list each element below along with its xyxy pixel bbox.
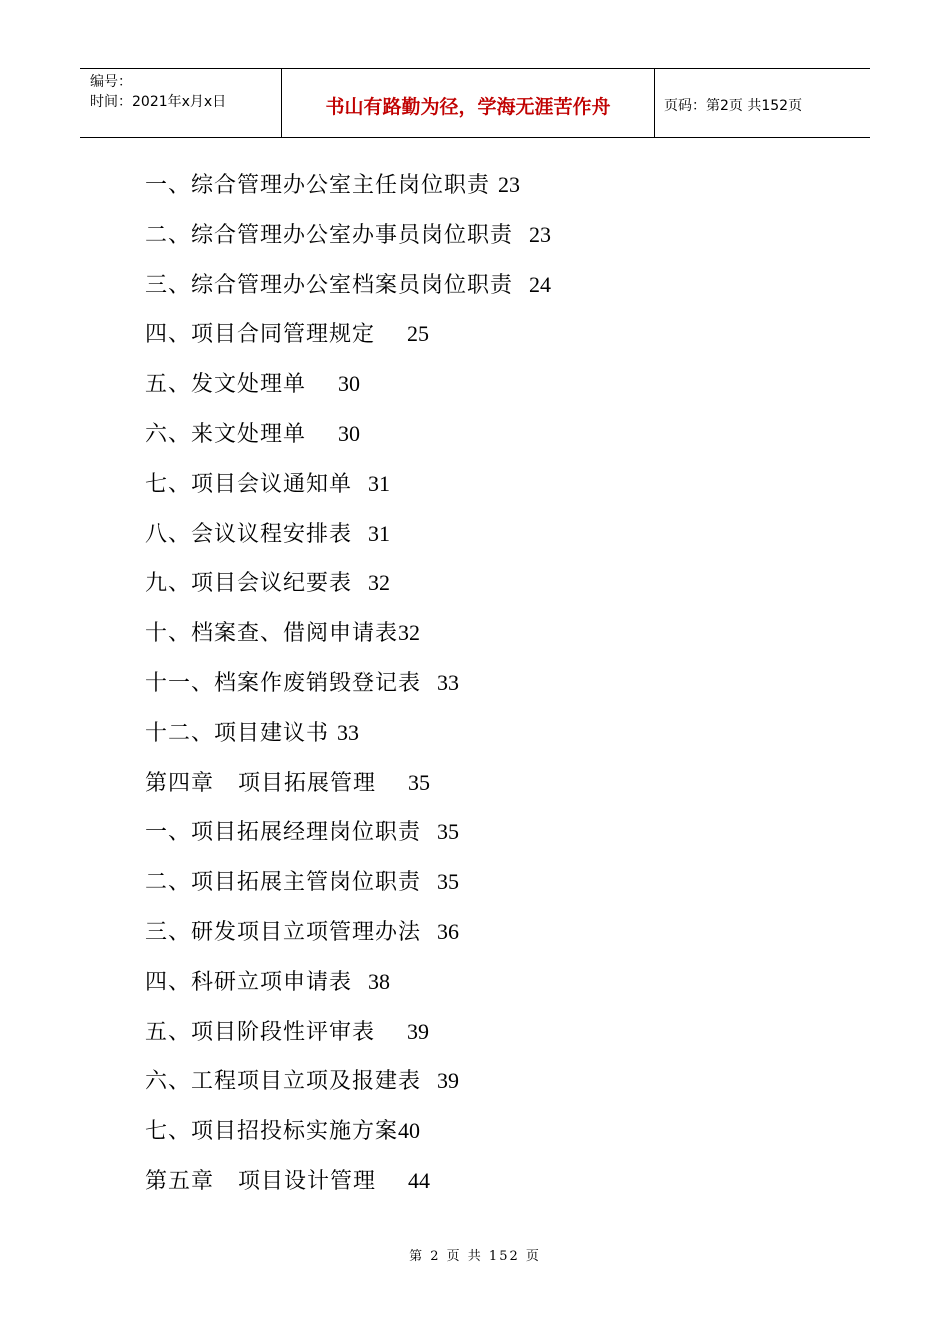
- toc-entry-title: 三、研发项目立项管理办法: [145, 919, 437, 945]
- table-of-contents: [145, 160, 551, 1206]
- toc-entry: [145, 1156, 551, 1206]
- toc-entry: [145, 558, 551, 608]
- header-page-info: 页码：第2页 共152页: [664, 98, 803, 114]
- toc-entry-page: 33: [337, 719, 359, 745]
- toc-entry-page: 23: [529, 221, 551, 247]
- toc-entry-page: 36: [437, 918, 459, 944]
- toc-entry-title: 七、项目招投标实施方案: [145, 1119, 399, 1145]
- toc-entry-title: 二、综合管理办公室办事员岗位职责: [145, 222, 529, 248]
- toc-entry-title: 十、档案查、借阅申请表: [145, 621, 399, 647]
- time-label: 时间：2021年x月x日: [90, 94, 227, 110]
- toc-entry-title: 五、发文处理单: [145, 372, 338, 398]
- header-divider: [654, 69, 655, 137]
- toc-entry: [145, 608, 551, 658]
- toc-entry-page: 25: [406, 321, 429, 347]
- toc-entry-title: 十一、档案作废销毁登记表: [145, 670, 437, 696]
- toc-entry-page: 31: [368, 520, 390, 546]
- toc-entry: [145, 807, 551, 857]
- toc-entry: [145, 907, 551, 957]
- toc-entry-title: 七、项目会议通知单: [145, 471, 368, 497]
- toc-entry-page: 35: [437, 869, 459, 895]
- toc-entry: [145, 957, 551, 1007]
- toc-entry-title: 九、项目会议纪要表: [145, 571, 368, 597]
- toc-entry: [145, 658, 551, 708]
- toc-entry-page: 39: [437, 1068, 459, 1094]
- toc-entry-title: 六、工程项目立项及报建表: [145, 1069, 437, 1095]
- toc-entry-page: 31: [368, 470, 390, 496]
- toc-entry-page: 35: [437, 819, 459, 845]
- toc-entry: [145, 1106, 551, 1156]
- toc-entry: [145, 160, 551, 210]
- toc-entry-title: 八、会议议程安排表: [145, 521, 368, 547]
- toc-entry: [145, 309, 551, 359]
- toc-entry: [145, 210, 551, 260]
- toc-entry-title: 四、科研立项申请表: [145, 969, 368, 995]
- toc-entry-title: 一、项目拓展经理岗位职责: [145, 820, 437, 846]
- toc-entry-title: 六、来文处理单: [145, 421, 338, 447]
- number-label: 编号：: [90, 74, 132, 90]
- toc-entry-title: 三、综合管理办公室档案员岗位职责: [145, 272, 529, 298]
- toc-entry-page: 33: [437, 669, 459, 695]
- header-meta: [90, 72, 275, 112]
- toc-entry: [145, 758, 551, 808]
- toc-entry-page: 38: [368, 968, 390, 994]
- toc-entry-page: 24: [529, 271, 551, 297]
- page-header: [80, 68, 870, 138]
- toc-entry-title: 二、项目拓展主管岗位职责: [145, 870, 437, 896]
- toc-entry: [145, 260, 551, 310]
- toc-entry-page: 44: [407, 1167, 430, 1193]
- toc-entry-title: 一、综合管理办公室主任岗位职责: [145, 173, 498, 198]
- toc-entry: [145, 1007, 551, 1057]
- toc-entry-page: 32: [368, 570, 390, 596]
- toc-entry-page: 30: [337, 420, 360, 446]
- toc-entry: [145, 1056, 551, 1106]
- page-footer: 第 2 页 共 152 页: [409, 1249, 541, 1264]
- toc-entry-title: 第五章 项目设计管理: [145, 1168, 408, 1194]
- toc-entry-page: 23: [498, 172, 520, 197]
- toc-entry: [145, 708, 551, 758]
- toc-entry-title: 十二、项目建议书: [145, 720, 337, 746]
- toc-entry-page: 35: [407, 769, 430, 795]
- toc-entry-page: 32: [398, 620, 421, 646]
- toc-entry-page: 40: [398, 1118, 421, 1144]
- toc-entry: [145, 857, 551, 907]
- toc-entry-page: 30: [337, 371, 360, 397]
- toc-entry-title: 五、项目阶段性评审表: [145, 1019, 407, 1045]
- toc-entry-page: 39: [406, 1018, 429, 1044]
- toc-entry: [145, 409, 551, 459]
- toc-entry: [145, 459, 551, 509]
- toc-entry-title: 第四章 项目拓展管理: [145, 770, 408, 796]
- toc-entry: [145, 359, 551, 409]
- header-motto: 书山有路勤为径，学海无涯苦作舟: [325, 95, 611, 118]
- toc-entry-title: 四、项目合同管理规定: [145, 322, 407, 348]
- toc-entry: [145, 509, 551, 559]
